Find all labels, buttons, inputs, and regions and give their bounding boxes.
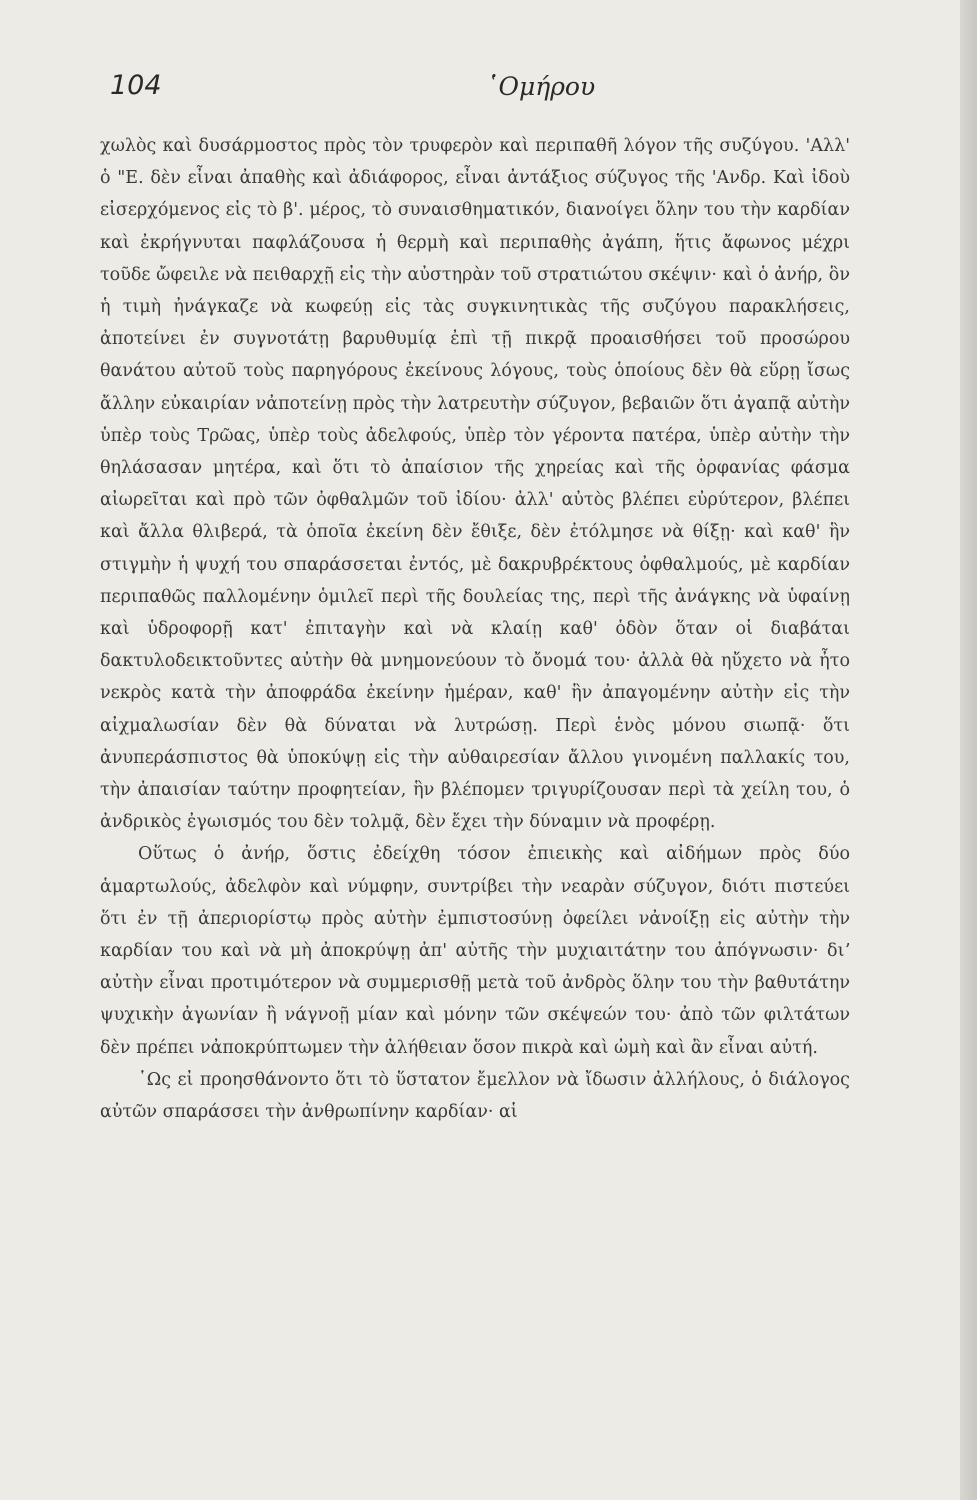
page-number: 104 [110, 70, 162, 101]
paragraph: Οὕτως ὁ ἀνήρ, ὅστις ἐδείχθη τόσον ἐπιεικὴς καὶ αἰδήμων πρὸς δύο ἁμαρτωλούς, ἀδελφὸν καὶ νύμφην, συντρίβει τὴν νεαρὰν σύζυγον, διότι πιστεύει ὅτι ἐν τῇ ἀπεριορίστῳ πρὸς αὐτὴν ἐμπιστοσύνῃ ὀφείλει νἀνοίξῃ εἰς αὐτὴν τὴν καρδίαν του καὶ νὰ μὴ ἀποκρύψῃ ἀπ' αὐτῆς τὴν μυχιαιτάτην του ἀπόγνωσιν· διʼ αὐτὴν εἶναι προτιμότερον νὰ συμμερισθῇ μετὰ τοῦ ἀνδρὸς ὅλην του τὴν βαθυτάτην ψυχικὴν ἀγωνίαν ἢ νάγνοῇ μίαν καὶ μόνην τῶν σκέψεών του· ἀπὸ τῶν φιλτάτων δὲν πρέπει νἀποκρύπτωμεν τὴν ἀλήθειαν ὅσον πικρὰ καὶ ὠμὴ καὶ ἂν εἶναι αὐτή. [100, 844, 850, 1058]
page-edge [960, 0, 977, 1500]
body-text [100, 130, 850, 1128]
running-head [110, 70, 850, 110]
paragraph: χωλὸς καὶ δυσάρμοστος πρὸς τὸν τρυφερὸν καὶ περιπαθῆ λόγον τῆς συζύγου. 'Αλλ' ὁ "Ε. δὲν εἶναι ἀπαθὴς καὶ ἀδιάφορος, εἶναι ἀντάξιος σύζυγος τῆς 'Ανδρ. Καὶ ἰδοὺ εἰσερχόμενος εἰς τὸ β'. μέρος, τὸ συναισθηματικόν, διανοίγει ὅλην του τὴν καρδίαν καὶ ἐκρήγνυται παφλάζουσα ἡ θερμὴ καὶ περιπαθὴς ἀγάπη, ἥτις ἄφωνος μέχρι τοῦδε ὤφειλε νὰ πειθαρχῇ εἰς τὴν αὐστηρὰν τοῦ στρατιώτου σκέψιν· καὶ ὁ ἀνήρ, ὃν ἡ τιμὴ ἠνάγκαζε νὰ κωφεύῃ εἰς τὰς συγκινητικὰς τῆς συζύγου παρακλήσεις, ἀποτείνει ἐν συγνοτάτῃ βαρυθυμίᾳ ἐπὶ τῇ πικρᾷ προαισθήσει τοῦ προσώρου θανάτου αὐτοῦ τοὺς παρηγόρους ἐκείνους λόγους, τοὺς ὁποίους δὲν θὰ εὕρῃ ἴσως ἄλλην εὐκαιρίαν νἀποτείνῃ πρὸς τὴν λατρευτὴν σύζυγον, βεβαιῶν ὅτι ἀγαπᾷ αὐτὴν ὑπὲρ τοὺς Τρῶας, ὑπὲρ τοὺς ἀδελφούς, ὑπὲρ τὸν γέροντα πατέρα, ὑπὲρ αὐτὴν τὴν θηλάσασαν μητέρα, καὶ ὅτι τὸ ἀπαίσιον τῆς χηρείας καὶ τῆς ὀρφανίας φάσμα αἰωρεῖται καὶ πρὸ τῶν ὀφθαλμῶν τοῦ ἰδίου· ἀλλ' αὐτὸς βλέπει εὐρύτερον, βλέπει καὶ ἄλλα θλιβερά, τὰ ὁποῖα ἐκείνη δὲν ἔθιξε, δὲν ἐτόλμησε νὰ θίξῃ· καὶ καθ' ἣν στιγμὴν ἡ ψυχή του σπαράσσεται ἐντός, μὲ δακρυβρέκτους ὀφθαλμούς, μὲ καρδίαν περιπαθῶς παλλομένην ὁμιλεῖ περὶ τῆς δουλείας της, περὶ τῆς ἀνάγκης νὰ ὑφαίνῃ καὶ ὑδροφορῇ κατ' ἐπιταγὴν καὶ νὰ κλαίῃ καθ' ὁδὸν ὅταν οἱ διαβάται δακτυλοδεικτοῦντες αὐτὴν θὰ μνημονεύουν τὸ ὄνομά του· ἀλλὰ θὰ ηὔχετο νὰ ἦτο νεκρὸς κατὰ τὴν ἀποφράδα ἐκείνην ἡμέραν, καθ' ἣν ἀπαγομένην αὐτὴν εἰς τὴν αἰχμαλωσίαν δὲν θὰ δύναται νὰ λυτρώσῃ. Περὶ ἑνὸς μόνου σιωπᾷ· ὅτι ἀνυπεράσπιστος θὰ ὑποκύψῃ εἰς τὴν αὐθαιρεσίαν ἄλλου γινομένη παλλακίς του, τὴν ἀπαισίαν ταύτην προφητείαν, ἣν βλέπομεν τριγυρίζουσαν περὶ τὰ χείλη του, ὁ ἀνδρικὸς ἐγωισμός του δὲν τολμᾷ, δὲν ἔχει τὴν δύναμιν νὰ προφέρῃ. [100, 136, 850, 833]
running-title: ῾Ομήρου [486, 72, 596, 101]
paragraph: ῾Ως εἰ προησθάνοντο ὅτι τὸ ὕστατον ἔμελλον νὰ ἴδωσιν ἀλλήλους, ὁ διάλογος αὐτῶν σπαράσσει τὴν ἀνθρωπίνην καρδίαν· αἱ [100, 1069, 850, 1123]
